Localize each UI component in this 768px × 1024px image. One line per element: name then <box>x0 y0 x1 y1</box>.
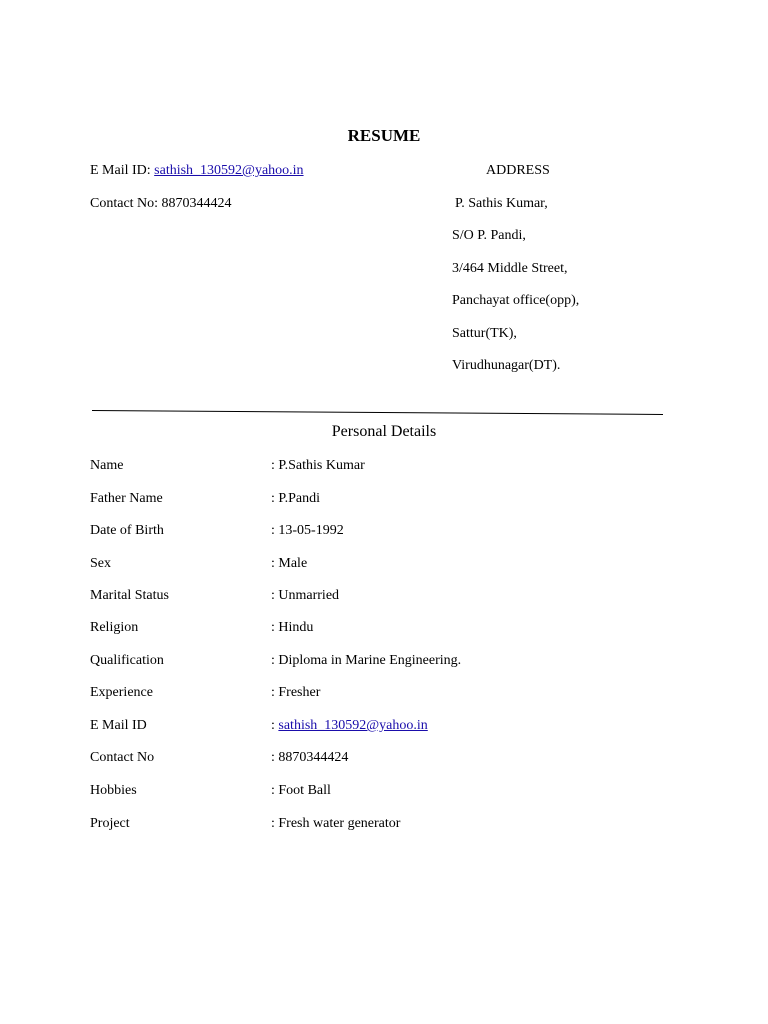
address-line: Sattur(TK), <box>452 326 517 341</box>
section-heading-personal-details: Personal Details <box>331 423 437 440</box>
horizontal-divider <box>92 410 663 415</box>
address-line: Panchayat office(opp), <box>452 293 580 308</box>
address-line: S/O P. Pandi, <box>452 228 526 243</box>
detail-label-name: Name <box>90 458 124 473</box>
detail-value-hobbies: : Foot Ball <box>271 783 331 798</box>
detail-email-link[interactable]: sathish_130592@yahoo.in <box>278 718 428 733</box>
detail-value-qualification: : Diploma in Marine Engineering. <box>271 653 462 668</box>
detail-value-religion: : Hindu <box>271 620 314 635</box>
detail-label-date-of-birth: Date of Birth <box>90 523 164 538</box>
page-title: RESUME <box>347 126 421 145</box>
detail-label-qualification: Qualification <box>90 653 164 668</box>
detail-value-name: : P.Sathis Kumar <box>271 458 365 473</box>
detail-label-contact-no: Contact No <box>90 750 155 765</box>
detail-label-email-id: E Mail ID <box>90 718 147 733</box>
detail-label-father-name: Father Name <box>90 491 163 506</box>
detail-label-experience: Experience <box>90 685 153 700</box>
detail-value-father-name: : P.Pandi <box>271 491 321 506</box>
detail-value-sex: : Male <box>271 556 308 571</box>
address-line: P. Sathis Kumar, <box>455 196 548 211</box>
detail-value-project: : Fresh water generator <box>271 816 401 831</box>
detail-value-email-id <box>271 718 428 734</box>
email-label: E Mail ID: <box>90 163 155 178</box>
detail-value-marital-status: : Unmarried <box>271 588 340 603</box>
detail-label-project: Project <box>90 816 130 831</box>
detail-value-email-prefix: : <box>271 718 279 733</box>
address-line: 3/464 Middle Street, <box>452 261 568 276</box>
contact-value: 8870344424 <box>161 196 232 211</box>
email-link[interactable]: sathish_130592@yahoo.in <box>154 163 304 178</box>
detail-label-hobbies: Hobbies <box>90 783 137 798</box>
address-line: Virudhunagar(DT). <box>452 358 561 373</box>
email-line <box>90 163 304 179</box>
detail-label-marital-status: Marital Status <box>90 588 169 603</box>
detail-label-religion: Religion <box>90 620 139 635</box>
detail-value-experience: : Fresher <box>271 685 321 700</box>
detail-value-contact-no: : 8870344424 <box>271 750 349 765</box>
contact-label: Contact No: <box>90 196 162 211</box>
detail-label-sex: Sex <box>90 556 111 571</box>
detail-value-date-of-birth: : 13-05-1992 <box>271 523 344 538</box>
contact-line <box>90 196 232 212</box>
address-heading: ADDRESS <box>486 163 550 178</box>
